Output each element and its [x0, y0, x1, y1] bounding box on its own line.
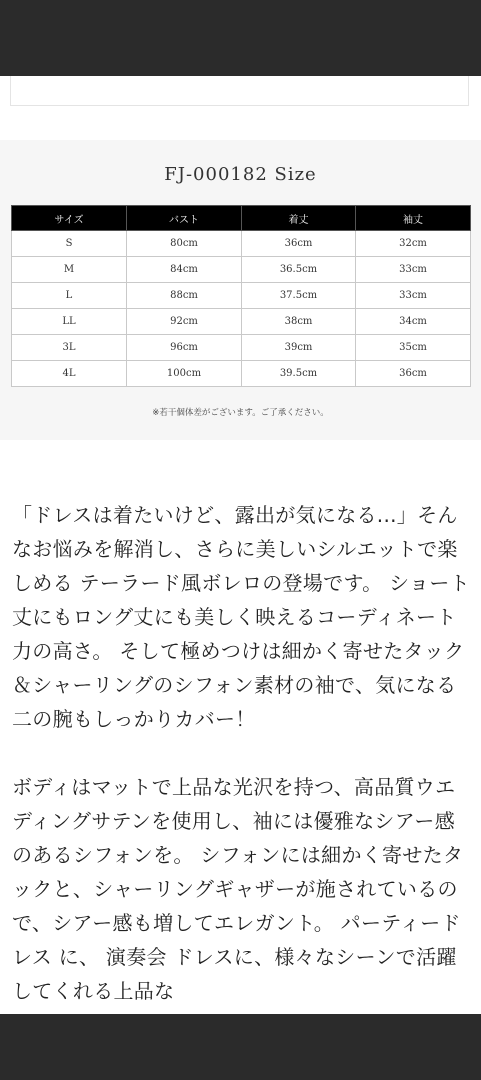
- cell-sleeve: 35cm: [356, 335, 471, 361]
- table-row: [12, 309, 471, 335]
- table-row: [12, 257, 471, 283]
- top-overlay-bar: [0, 0, 481, 76]
- header-sleeve: 袖丈: [356, 206, 471, 231]
- cell-sleeve: 33cm: [356, 283, 471, 309]
- cell-length: 39.5cm: [242, 361, 356, 387]
- size-chart-title: FJ-000182 Size: [164, 164, 317, 185]
- table-row: [12, 361, 471, 387]
- cell-size: 4L: [12, 361, 127, 387]
- description-paragraph-2: ボディはマットで上品な光沢を持つ、高品質ウエディングサテンを使用し、袖には優雅なシアー感のあるシフォンを。 シフォンには細かく寄せたタックと、シャーリングギャザーが施されているので、シアー感も増してエレガント。 パーティードレス に、 演奏会 ドレスに、様々なシーンで活躍してくれる上品な: [12, 775, 464, 1003]
- bottom-overlay-bar: [0, 1014, 481, 1080]
- header-size: サイズ: [12, 206, 127, 231]
- cell-length: 39cm: [242, 335, 356, 361]
- cell-length: 36cm: [242, 231, 356, 257]
- cell-size: S: [12, 231, 127, 257]
- cell-sleeve: 34cm: [356, 309, 471, 335]
- cell-sleeve: 33cm: [356, 257, 471, 283]
- cell-bust: 84cm: [127, 257, 242, 283]
- table-row: [12, 231, 471, 257]
- cell-bust: 100cm: [127, 361, 242, 387]
- cell-bust: 96cm: [127, 335, 242, 361]
- description-paragraph-1: 「ドレスは着たいけど、露出が気になる...」そんなお悩みを解消し、さらに美しいシルエットで楽しめる テーラード風ボレロの登場です。 ショート丈にもロング丈にも美しく映えるコーディネート力の高さ。 そして極めつけは細かく寄せたタック＆シャーリングのシフォン素材の袖で、気になる二の腕もしっかりカバー！: [12, 503, 470, 731]
- header-bust: バスト: [127, 206, 242, 231]
- cell-length: 37.5cm: [242, 283, 356, 309]
- cell-size: 3L: [12, 335, 127, 361]
- cell-size: LL: [12, 309, 127, 335]
- size-table-header-row: [12, 206, 471, 231]
- table-row: [12, 335, 471, 361]
- cell-length: 36.5cm: [242, 257, 356, 283]
- size-chart-note: ※若干個体差がございます。ご了承ください。: [152, 408, 329, 418]
- cell-bust: 88cm: [127, 283, 242, 309]
- cell-size: M: [12, 257, 127, 283]
- cell-sleeve: 36cm: [356, 361, 471, 387]
- size-table: [11, 205, 471, 387]
- table-row: [12, 283, 471, 309]
- previous-content-card: [10, 76, 469, 106]
- cell-size: L: [12, 283, 127, 309]
- cell-length: 38cm: [242, 309, 356, 335]
- product-description: [12, 498, 474, 1008]
- header-length: 着丈: [242, 206, 356, 231]
- cell-bust: 92cm: [127, 309, 242, 335]
- cell-sleeve: 32cm: [356, 231, 471, 257]
- cell-bust: 80cm: [127, 231, 242, 257]
